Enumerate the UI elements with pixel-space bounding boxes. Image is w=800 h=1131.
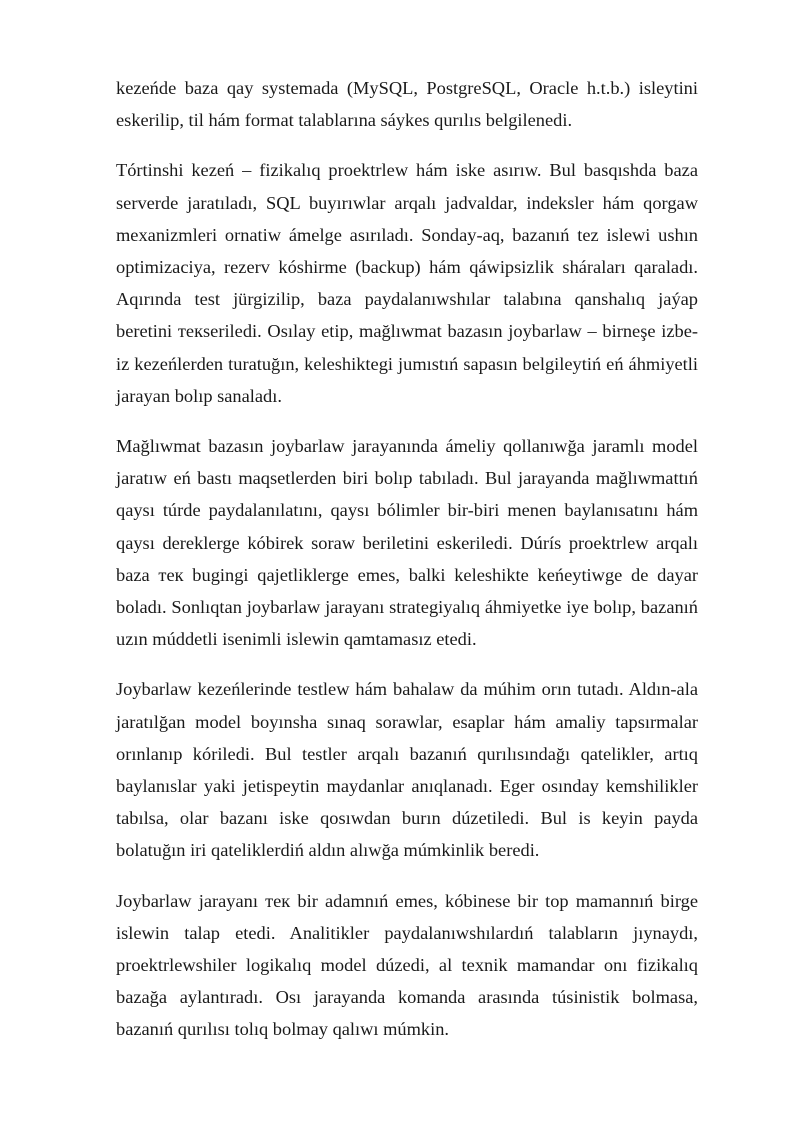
paragraph-4: Joybarlaw kezeńlerinde testlew hám bahalaw da múhim orın tutadı. Aldın-ala jaratılğan model boyınsha sınaq sorawlar, esaplar hám amaliy tapsırmalar orınlanıp kóriledi. Bul testler arqalı bazanıń qurılısındağı qatelikler, artıq baylanıslar yaki jetispeytin maydanlar anıqlanadı. Eger osınday kemshilikler tabılsa, olar bazanı iske qosıwdan burın dúzetiledi. Bul is keyin payda bolatuğın iri qateliklerdiń aldın alıwğa múmkinlik beredi. xyxy=(116,679,698,861)
paragraph-5: Joybarlaw jarayanı тек bir adamnıń emes, kóbinese bir top mamannıń birge islewin talap etedi. Analitikler paydalanıwshılardıń talabların jıynaydı, proektrlewshiler logikalıq model dúzedi, al texnik mamandar onı fizikalıq bazağa aylantıradı. Osı jarayanda komanda arasında túsinistik bolmasa, bazanıń qurılısı tolıq bolmay qalıwı múmkin. xyxy=(116,890,698,1040)
paragraph-3: Mağlıwmat bazasın joybarlaw jarayanında ámeliy qollanıwğa jaramlı model jaratıw eń bastı maqsetlerden biri bolıp tabıladı. Bul jarayanda mağlıwmattıń qaysı túrde paydalanılatını, qaysı bólimler bir-biri menen baylanısatını hám qaysı dereklerge kóbirek soraw beriletini eskeriledi. Dúrís proektrlew arqalı baza тек bugingi qajetliklerge emes, balki keleshikte keńeytiwge de dayar boladı. Sonlıqtan joybarlaw jarayanı strategiyalıq áhmiyetke iye bolıp, bazanıń uzın múddetli isenimli islewin qamtamasız etedi. xyxy=(116,436,698,650)
document-body xyxy=(116,72,698,1064)
paragraph-2: Tórtinshi kezeń – fizikalıq proektrlew hám iske asırıw. Bul basqıshda baza serverde jaratıladı, SQL buyırıwlar arqalı jadvaldar, indeksler hám qorgaw mexanizmleri ornatiw ámelge asırıladı. Sonday-aq, bazanıń tez islewi ushın optimizaciya, rezerv kóshirme (backup) hám qáwipsizlik sháraları qaraladı. Aqırında test jürgizilip, baza paydalanıwshılar talabına qanshalıq jaýap beretini текseriledi. Osılay etip, mağlıwmat bazasın joybarlaw – birneşe izbe-iz kezeńlerden turatuğın, keleshiktegi jumıstıń sapasın belgileytiń eń áhmiyetli jarayan bolıp sanaladı. xyxy=(116,160,698,406)
paragraph-1: kezeńde baza qay systemada (MySQL, PostgreSQL, Oracle h.t.b.) isleytini eskerilip, til hám format talablarına sáykes qurılıs belgilenedi. xyxy=(116,78,698,131)
